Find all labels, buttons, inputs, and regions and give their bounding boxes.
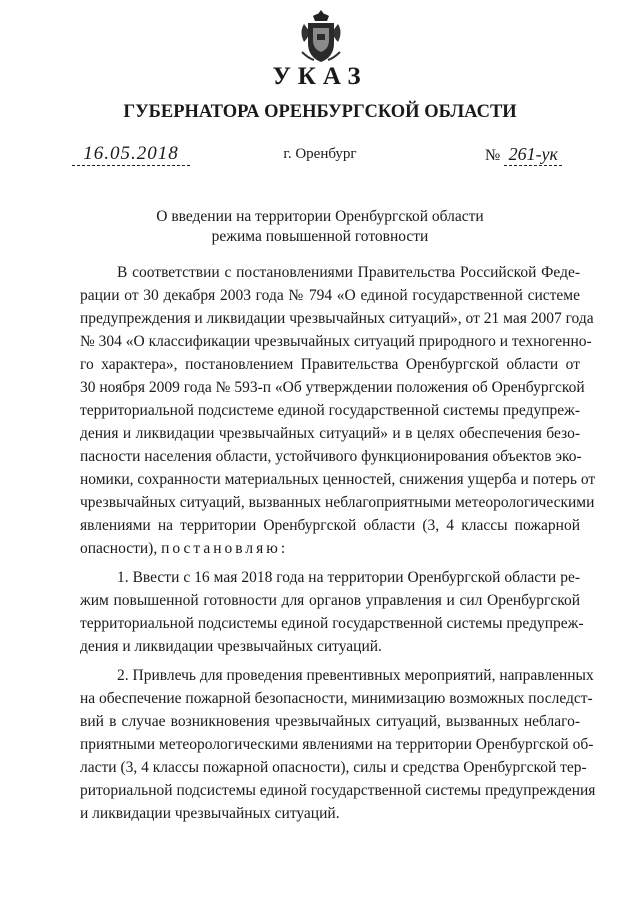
heading-line: режима повышенной готовности bbox=[211, 228, 429, 245]
paragraph-line: пасности населения области, устойчивого функционирования объектов эко- bbox=[80, 448, 582, 465]
paragraph-line: го характера», постановлением Правительства Оренбургской области от bbox=[80, 356, 580, 373]
coat-of-arms-emblem bbox=[298, 8, 344, 64]
heading-line: О введении на территории Оренбургской области bbox=[156, 208, 484, 225]
paragraph-line: риториальной подсистемы единой государственной системы предупреждения bbox=[80, 782, 596, 799]
paragraph-line: рации от 30 декабря 2003 года № 794 «О единой государственной системе bbox=[80, 287, 580, 304]
paragraph-line: чрезвычайных ситуаций, вызванных неблагоприятными метеорологическими bbox=[80, 494, 595, 511]
decree-issuer: ГУБЕРНАТОРА ОРЕНБУРГСКОЙ ОБЛАСТИ bbox=[123, 102, 517, 122]
paragraph-line: 1. Ввести с 16 мая 2018 года на территории Оренбургской области ре- bbox=[117, 569, 580, 586]
paragraph-line: дения и ликвидации чрезвычайных ситуаций» и в целях обеспечения безо- bbox=[80, 425, 580, 442]
decree-number-prefix: № bbox=[485, 147, 501, 164]
paragraph-line bbox=[80, 539, 580, 559]
decree-number: 261-ук bbox=[504, 143, 562, 166]
paragraph-line: явлениями на территории Оренбургской области (3, 4 классы пожарной bbox=[80, 517, 580, 534]
decree-city: г. Оренбург bbox=[283, 146, 357, 162]
paragraph-line: ласти (3, 4 классы пожарной опасности), силы и средства Оренбургской тер- bbox=[80, 759, 587, 776]
paragraph-line: 30 ноября 2009 года № 593-п «Об утверждении положения об Оренбургской bbox=[80, 379, 585, 396]
paragraph-line: дения и ликвидации чрезвычайных ситуаций. bbox=[80, 638, 382, 655]
paragraph-line: жим повышенной готовности для органов управления и сил Оренбургской bbox=[80, 592, 580, 609]
decree-verb: постановляю: bbox=[161, 540, 289, 557]
paragraph-line: В соответствии с постановлениями Правительства Российской Феде- bbox=[117, 264, 580, 281]
paragraph-line: 2. Привлечь для проведения превентивных мероприятий, направленных bbox=[117, 667, 594, 684]
decree-title: УКАЗ bbox=[272, 63, 368, 90]
paragraph-line: на обеспечение пожарной безопасности, минимизацию возможных последст- bbox=[80, 690, 593, 707]
paragraph-line: приятными метеорологическими явлениями на территории Оренбургской об- bbox=[80, 736, 594, 753]
decree-number-block bbox=[485, 143, 562, 167]
decree-date: 16.05.2018 bbox=[72, 143, 190, 166]
paragraph-line: номики, сохранности материальных ценностей, снижения ущерба и потерь от bbox=[80, 471, 596, 488]
paragraph-line: вий в случае возникновения чрезвычайных ситуаций, вызванных неблаго- bbox=[80, 713, 580, 730]
paragraph-line: № 304 «О классификации чрезвычайных ситуаций природного и техногенно- bbox=[80, 333, 592, 350]
decree-heading bbox=[0, 207, 640, 247]
paragraph-text: опасности), bbox=[80, 540, 158, 557]
paragraph-line: территориальной подсистеме единой государственной системы предупреж- bbox=[80, 402, 580, 419]
paragraph-line: предупреждения и ликвидации чрезвычайных ситуаций», от 21 мая 2007 года bbox=[80, 310, 594, 327]
paragraph-line: территориальной подсистемы единой государственной системы предупреж- bbox=[80, 615, 584, 632]
paragraph-line: и ликвидации чрезвычайных ситуаций. bbox=[80, 805, 340, 822]
